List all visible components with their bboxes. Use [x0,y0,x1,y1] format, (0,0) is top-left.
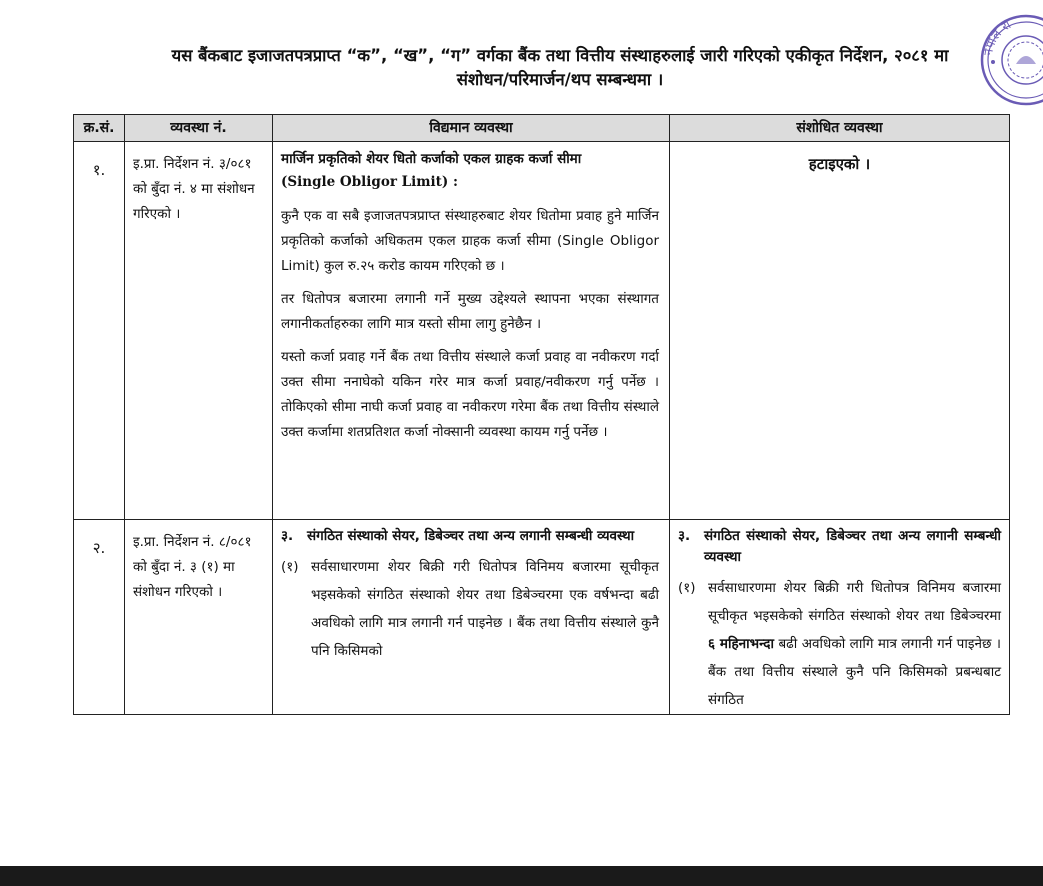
revised-section-heading [678,526,1001,568]
row-serial: १. [74,142,125,520]
table-header-row [74,115,1010,142]
row-reference: इ.प्रा. निर्देशन नं. ३/०८१ को बुँदा नं. ४ मा संशोधन गरिएको । [125,142,273,520]
revised-provision-cell [670,142,1010,520]
existing-clause [281,553,659,665]
seal-text: नेपाल रा [980,17,1014,57]
existing-section-number: ३. [281,528,294,544]
revised-removed-text: हटाइएको । [808,155,871,173]
revised-provision-cell [670,520,1010,715]
row-reference: इ.प्रा. निर्देशन नं. ८/०८१ को बुँदा नं. ३ (१) मा संशोधन गरिएको । [125,520,273,715]
title-line-1: यस बैंकबाट इजाजतपत्रप्राप्त “क”, “ख”, “ग” वर्गका बैंक तथा वित्तीय संस्थाहरुलाई जारी गरिएको एकीकृत निर्देशन, २०८१ मा [171,46,949,65]
existing-paragraph-1: कुनै एक वा सबै इजाजतपत्रप्राप्त संस्थाहरुबाट शेयर धितोमा प्रवाह हुने मार्जिन प्रकृतिको कर्जाको अधिकतम एकल ग्राहक कर्जा सीमा (Single Obligor Limit) कुल रु.२५ करोड कायम गरिएको छ । [281,208,659,274]
revised-clause-highlight: ६ महिनाभन्दा [708,636,774,652]
row-serial: २. [74,520,125,715]
revised-clause-text [708,574,1001,714]
existing-paragraph-3: यस्तो कर्जा प्रवाह गर्ने बैंक तथा वित्तीय संस्थाले कर्जा प्रवाह वा नवीकरण गर्दा उक्त सीमा ननाघेको यकिन गरेर मात्र कर्जा प्रवाह/नवीकरण गर्नु पर्नेछ । तोकिएको सीमा नाघी कर्जा प्रवाह वा नवीकरण गरेमा बैंक तथा वित्तीय संस्थाले उक्त कर्जामा शतप्रतिशत कर्जा नोक्सानी व्यवस्था कायम गर्नु पर्नेछ । [281,349,659,440]
existing-provision-cell [273,520,670,715]
header-existing-provision: विद्यमान व्यवस्था [273,115,670,142]
amendment-table [73,114,1010,715]
header-revised-provision: संशोधित व्यवस्था [670,115,1010,142]
bottom-bar [0,866,1043,886]
document-title [100,44,1020,92]
existing-provision-cell [273,142,670,520]
existing-heading-english: (Single Obligor Limit) : [281,174,458,190]
existing-paragraph-2: तर धितोपत्र बजारमा लगानी गर्ने मुख्य उद्देश्यले स्थापना भएका संस्थागत लगानीकर्ताहरुका लागि मात्र यस्तो सीमा लागु हुनेछैन । [281,291,659,332]
title-line-2: संशोधन/परिमार्जन/थप सम्बन्धमा । [456,70,664,89]
revised-clause [678,574,1001,714]
existing-section-heading [281,526,659,547]
existing-section-title: संगठित संस्थाको सेयर, डिबेञ्चर तथा अन्य लगानी सम्बन्धी व्यवस्था [307,528,635,544]
revised-clause-after: बढी अवधिको लागि मात्र लगानी गर्न पाइनेछ । बैंक तथा वित्तीय संस्थाले कुनै पनि किसिमको प्रबन्धबाट संगठित [708,636,1002,708]
revised-clause-before: सर्वसाधारणमा शेयर बिक्री गरी धितोपत्र विनिमय बजारमा सूचीकृत भइसकेको संगठित संस्थाको शेयर तथा डिबेञ्चरमा [708,580,1001,624]
header-serial: क्र.सं. [74,115,125,142]
revised-clause-number: (१) [678,580,696,596]
table-row [74,142,1010,520]
header-provision-no: व्यवस्था नं. [125,115,273,142]
existing-heading: मार्जिन प्रकृतिको शेयर धितो कर्जाको एकल ग्राहक कर्जा सीमा [281,151,582,167]
existing-clause-number: (१) [281,559,299,575]
revised-section-title: संगठित संस्थाको सेयर, डिबेञ्चर तथा अन्य लगानी सम्बन्धी व्यवस्था [704,528,1001,565]
table-row [74,520,1010,715]
existing-clause-text: सर्वसाधारणमा शेयर बिक्री गरी धितोपत्र विनिमय बजारमा सूचीकृत भइसकेको संगठित संस्थाको शेयर तथा डिबेञ्चरमा एक वर्षभन्दा बढी अवधिको लागि मात्र लगानी गर्न पाइनेछ । बैंक तथा वित्तीय संस्थाले कुनै पनि किसिमको [311,559,659,659]
revised-section-number: ३. [678,528,691,544]
